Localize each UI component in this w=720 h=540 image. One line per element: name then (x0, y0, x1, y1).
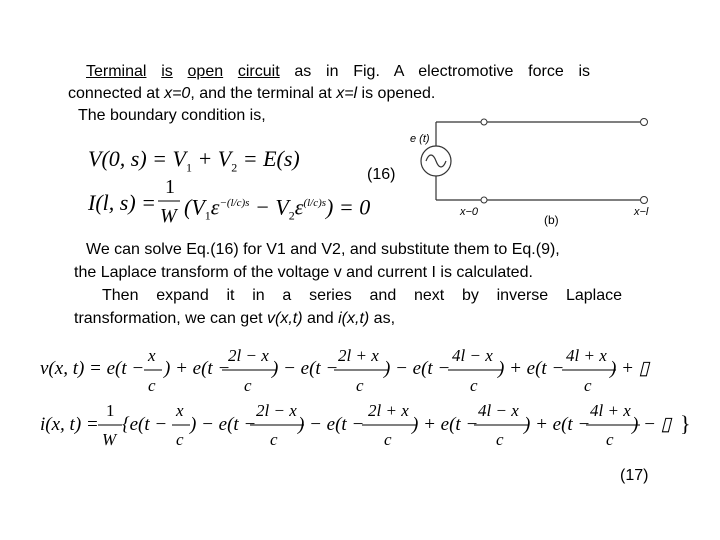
eq16-sub1: 1 (185, 160, 192, 175)
eq17-i-t2-num: 2l − x (256, 401, 297, 420)
eq17-i-t3-num: 2l + x (368, 401, 409, 420)
eq17-v-t5-num: 4l + x (566, 346, 607, 365)
eq17-i-op1: ) − e(t − (190, 414, 257, 435)
eq17-v-lhs: v(x, t) = e(t − (40, 358, 145, 379)
eq16-exp2: (l/c)s (303, 197, 327, 209)
eq17-i-t1-den: c (176, 430, 184, 449)
eq17-i-t5-den: c (606, 430, 614, 449)
eq17-v-op4: ) + e(t − (498, 358, 565, 379)
word-terminal: Terminal (86, 63, 147, 80)
circuit-left-label: x−0 (460, 206, 479, 218)
p2-l4-e: as, (369, 310, 396, 327)
line1-rest: as in Fig. A electromotive force is (279, 63, 591, 80)
word-open: open (187, 63, 224, 80)
paragraph2-line3: Then expand it in a series and next by inverse Laplace (102, 287, 622, 304)
eq17-i-op3: ) + e(t − (412, 414, 479, 435)
eq16-exp1: −(l/c)s (219, 197, 250, 209)
eq17-v-t1-den: c (148, 376, 156, 395)
line2-x0: x=0 (164, 85, 191, 102)
eq17-i-end: ) − ▯ (632, 414, 672, 435)
eq16-b2e: ) = 0 (326, 194, 371, 220)
eq17-i-frac-den: W (102, 430, 117, 449)
eq16-rhs1: = E(s) (237, 146, 300, 171)
line2-xl: x=l (336, 85, 358, 102)
eq17-v-t4-num: 4l − x (452, 346, 493, 365)
word-is: is (161, 63, 173, 80)
eq16-mid1: + V (191, 146, 232, 171)
eq17-i-t5-num: 4l + x (590, 401, 631, 420)
line2-a: connected at (68, 85, 165, 102)
circuit-right-label: x−l (634, 206, 649, 218)
p2-l4-c: and (302, 310, 339, 327)
eq16-line2-body: $(V_1\varepsilon^{-(l/c)s} - V_2\varepsilon^{(l/c)s}) = 0$ (184, 194, 371, 223)
paragraph2-line2: the Laplace transform of the voltage v and current I is calculated. (74, 264, 533, 281)
paragraph1-line3: The boundary condition is, (78, 107, 266, 124)
eq16-number: (16) (367, 166, 396, 183)
eq16-eps1: ε (210, 194, 220, 220)
eq16-frac-den: W (160, 205, 177, 227)
eq17-i-t2-den: c (270, 430, 278, 449)
eq17-v-t3-den: c (356, 376, 364, 395)
eq16-eps2: ε (294, 194, 304, 220)
eq17-v-t5-den: c (584, 376, 592, 395)
eq17-v-end: ) + ▯ (610, 358, 650, 379)
eq16-sub2: 2 (231, 160, 238, 175)
eq16-frac-num: 1 (165, 176, 175, 198)
eq17-i-op4: ) + e(t − (524, 414, 591, 435)
eq16-line2-lhs: I(l, s) = (88, 190, 156, 215)
word-circuit: circuit (237, 63, 280, 80)
eq16-b2a: (V (184, 194, 205, 220)
p2-l4-i: i(x,t) (338, 310, 370, 327)
eq17-i-frac-num: 1 (106, 401, 115, 420)
eq17-v-op3: ) − e(t − (384, 358, 451, 379)
eq17-v-t2-den: c (244, 376, 252, 395)
eq17-i-op2: ) − e(t − (298, 414, 365, 435)
p2-l4-v: v(x,t) (266, 310, 303, 327)
eq17-i-open: {e(t − (122, 414, 168, 435)
eq17-i-t1-num: x (176, 401, 184, 420)
circuit-fig-label: (b) (544, 213, 559, 227)
p2-l4-a: transformation, we can get (74, 310, 267, 327)
eq17-v-t3-num: 2l + x (338, 346, 379, 365)
eq17-v-t4-den: c (470, 376, 478, 395)
eq17-i-t3-den: c (384, 430, 392, 449)
eq17-number: (17) (620, 467, 649, 484)
eq17-i-close: } (680, 411, 691, 436)
eq17-v-t1-num: x (148, 346, 156, 365)
eq17-i-t4-den: c (496, 430, 504, 449)
circuit-source-label: e (t) (410, 133, 430, 145)
eq17-v-op2: ) − e(t − (272, 358, 339, 379)
eq17-v-t2-num: 2l − x (228, 346, 269, 365)
eq17-i-t4-num: 4l − x (478, 401, 519, 420)
eq16-lhs1: V(0, s) = V (88, 146, 186, 171)
paragraph2-line1: We can solve Eq.(16) for V1 and V2, and substitute them to Eq.(9), (86, 241, 560, 258)
eq16-b2c: − V (249, 194, 289, 220)
line2-e: is opened. (357, 85, 436, 102)
eq17-v-op1: ) + e(t − (164, 358, 231, 379)
eq17-i-lhs: i(x, t) = (40, 414, 99, 435)
line2-c: , and the terminal at (190, 85, 337, 102)
